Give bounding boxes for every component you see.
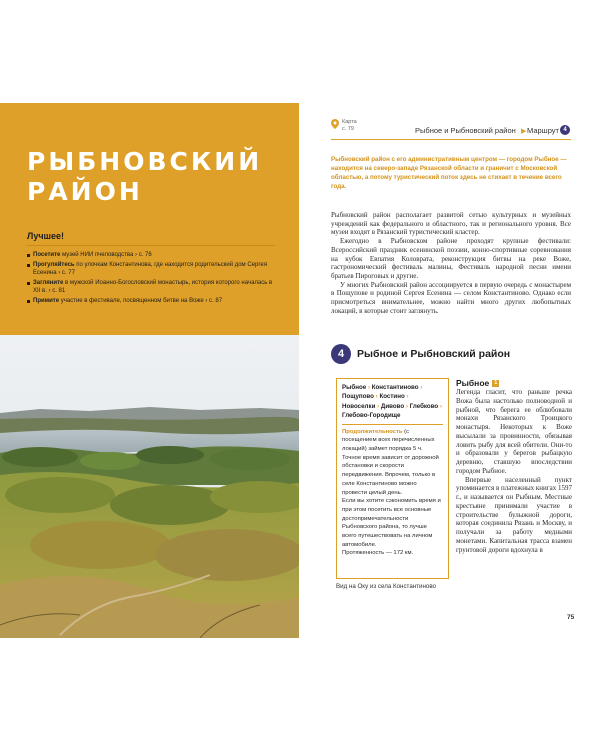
chevron-right-icon: › <box>439 402 442 410</box>
duration-text: (с посещением всех перечисленных локаций) займет порядка 5 ч. <box>342 428 435 453</box>
triangle-right-icon: ▶ <box>521 128 527 135</box>
location-marker: 1 <box>494 379 498 386</box>
oka-river-landscape-image <box>0 335 299 638</box>
chevron-right-icon: › <box>406 393 409 401</box>
route-number-circle: 4 <box>331 344 351 364</box>
chapter-title <box>27 147 262 207</box>
route-stop: Глебово-Городище <box>342 412 401 420</box>
best-divider <box>27 245 275 246</box>
best-item: Прогуляйтесь по улочкам Константинова, где находится родительский дом Сергея Есенина › с. 77 <box>27 261 279 278</box>
route-stop: Рыбное <box>342 384 367 391</box>
chevron-right-icon: › <box>420 384 423 391</box>
chevron-right-icon: › <box>377 402 380 410</box>
route-heading <box>331 344 510 364</box>
body-paragraph: Рыбновский район располагает развитой сетью культурных и музейных учреждений как федерального и областного, так и регионального уровня. Все музеи входят в Рязанский туристический кластер. <box>331 211 571 237</box>
best-item: Посетите музей НИИ пчеловодства › с. 76 <box>27 251 279 260</box>
rybnoe-heading-text: Рыбное <box>456 378 490 388</box>
header-divider <box>331 139 571 140</box>
chapter-title-line1: РЫБНОВСКИЙ <box>27 147 263 176</box>
route-stop: Костино <box>379 393 405 401</box>
body-paragraph: Ежегодно в Рыбновском районе проходят крупные фестивали: Всероссийский праздник есенинской поэзии, конно-спортивные соревнования на кубок Евпатия Коловрата, реконструкция битвы на реке Воже, гастрономический фестиваль малины, Фестиваль народной песни имени братьев Пироговых и другие. <box>331 237 571 280</box>
map-label: Карта <box>342 119 357 125</box>
route-length: Протяженность — 172 км. <box>342 550 414 557</box>
photo-caption: Вид на Оку из села Константиново <box>336 583 436 590</box>
rybnoe-heading <box>456 378 499 388</box>
body-text <box>331 211 571 315</box>
rybnoe-paragraph: Легенда гласит, что раньше речка Вожа была настолько полноводной и рыбной, что берега ее облюбовали монахи Рязанского Троицкого монастыря. Некоторых к Воже высылали за провинности, обязывая ловить рыбу для всей обители. Они-то и образовали у берегов рыбацкую деревню, ставшую впоследствии городом Рыбное. <box>456 388 572 475</box>
route-title: Рыбное и Рыбновский район <box>357 348 511 360</box>
route-number-badge: 4 <box>560 125 570 135</box>
intro-paragraph: Рыбновский район с его административным центром — городом Рыбное — находится на северо-западе Рязанской области и граничит с Московской областью, а потому туристический поток здесь не стихает в течение всего года. <box>331 156 567 190</box>
chevron-right-icon: › <box>405 402 408 410</box>
running-header-route: Маршрут <box>527 126 559 135</box>
landscape-photo <box>0 335 299 638</box>
best-list <box>27 251 279 307</box>
box-divider <box>342 424 443 425</box>
best-item: Загляните в мужской Иоанно-Богословский монастырь, история которого началась в XII в. › с. 81 <box>27 279 279 296</box>
route-stop: Константиново <box>371 384 419 391</box>
chapter-title-line2: РАЙОН <box>27 177 143 206</box>
route-path <box>342 383 443 421</box>
map-reference <box>331 119 357 132</box>
route-info-box <box>336 378 449 579</box>
best-item: Примите участие в фестивале, посвященном битве на Воже › с. 87 <box>27 297 279 306</box>
body-paragraph: У многих Рыбновский район ассоциируется в первую очередь с монастырем в Пощупове и родиной Сергея Есенина — селом Константиново. Однако если присмотреться внимательнее, можно найти много других любопытных локаций, в которые стоит заглянуть. <box>331 280 571 315</box>
duration-label: Продолжительность <box>342 428 403 435</box>
chapter-title-panel <box>0 103 299 335</box>
route-stop: Новоселки <box>342 402 376 410</box>
best-heading: Лучшее! <box>27 231 65 241</box>
chevron-right-icon: › <box>375 393 378 401</box>
map-page-ref: с. 79 <box>342 125 354 132</box>
route-stop: Дивово <box>380 402 405 410</box>
route-note: Если вы хотите сэкономить время и при этом посетить все основные достопримечательности Рыбновского района, то лучше всего путешествовать на личном автомобиле. <box>342 498 441 548</box>
rybnoe-text <box>456 388 572 554</box>
route-stop: Пощупово <box>342 393 374 401</box>
route-stop: Глебково <box>409 402 439 410</box>
chevron-right-icon: › <box>367 384 370 391</box>
page-number: 75 <box>567 614 575 621</box>
map-pin-icon <box>331 119 339 129</box>
rybnoe-paragraph: Впервые населенный пункт упоминается в платежных книгах 1597 г., и называется он Рыбным. Местные крестьяне принимали участие в строительстве булыжной дороги, которая соединила Рязань и Москву, и получали за работу медными монетами. Капитальная трасса взамен грунтовой дороги вдохнула в <box>456 475 573 554</box>
route-note: Точное время зависит от дорожной обстановки и скорости передвижения. Впрочем, только в селе Константиново можно провести целый день. <box>342 454 439 496</box>
route-duration <box>342 428 443 454</box>
running-header-title: Рыбное и Рыбновский район <box>415 126 516 135</box>
